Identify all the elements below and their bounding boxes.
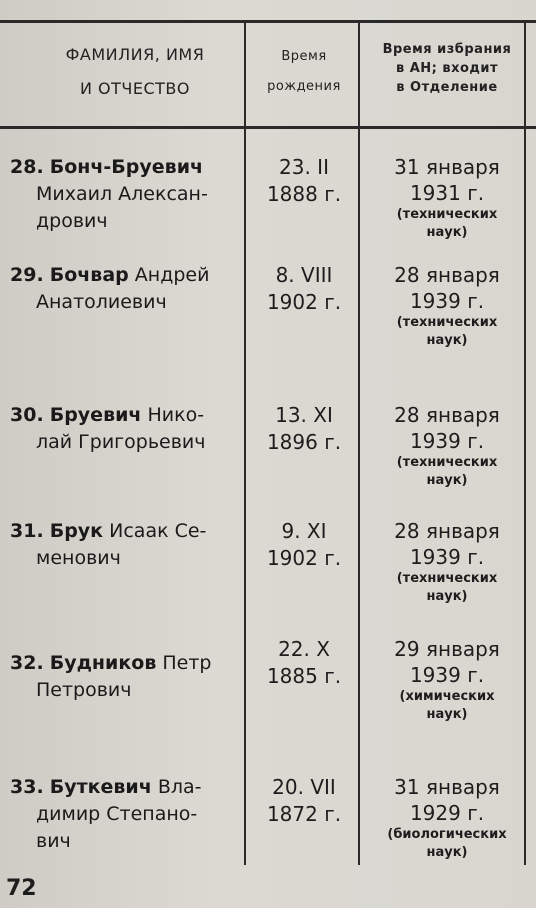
birth-date bbox=[252, 636, 356, 690]
election-year: 1939 г. bbox=[409, 429, 485, 453]
person-name bbox=[10, 518, 238, 572]
election-date: 28 января bbox=[394, 263, 500, 287]
birth-year: 1872 г. bbox=[266, 802, 342, 826]
birth-day: 9. XI bbox=[281, 519, 327, 543]
person-name bbox=[10, 774, 238, 855]
department: (технических bbox=[396, 571, 498, 586]
header-text: И ОТЧЕСТВО bbox=[79, 79, 190, 98]
surname: Брук bbox=[49, 520, 104, 542]
election-year: 1929 г. bbox=[409, 801, 485, 825]
header-election-column bbox=[362, 40, 532, 97]
election-date: 31 января bbox=[394, 155, 500, 179]
department: наук) bbox=[426, 333, 468, 348]
header-text: в Отделение bbox=[396, 80, 498, 95]
election-date: 28 января bbox=[394, 403, 500, 427]
election-date: 29 января bbox=[394, 637, 500, 661]
header-text: в АН; входит bbox=[395, 61, 499, 76]
person-name bbox=[10, 262, 238, 316]
birth-day: 22. X bbox=[278, 637, 330, 661]
department: (биологических bbox=[387, 827, 507, 842]
department: наук) bbox=[426, 845, 468, 860]
first-name: Вла- bbox=[157, 776, 202, 798]
department: (технических bbox=[396, 207, 498, 222]
surname: Бруевич bbox=[49, 404, 142, 426]
name-line: лай Григорьевич bbox=[36, 431, 206, 453]
surname: Буткевич bbox=[49, 776, 152, 798]
birth-day: 8. VIII bbox=[275, 263, 333, 287]
election-info bbox=[362, 154, 532, 242]
department: наук) bbox=[426, 225, 468, 240]
department: (технических bbox=[396, 455, 498, 470]
first-name: Андрей bbox=[134, 264, 210, 286]
person-name bbox=[10, 650, 238, 704]
election-info bbox=[362, 774, 532, 862]
election-date: 28 января bbox=[394, 519, 500, 543]
header-birth-column bbox=[254, 42, 354, 102]
department: наук) bbox=[426, 707, 468, 722]
name-line: менович bbox=[36, 547, 121, 569]
election-info bbox=[362, 636, 532, 724]
header-name-column bbox=[20, 38, 250, 106]
entry-number: 32. bbox=[10, 652, 44, 674]
election-year: 1931 г. bbox=[409, 181, 485, 205]
election-year: 1939 г. bbox=[409, 663, 485, 687]
department: (химических bbox=[399, 689, 495, 704]
birth-date bbox=[252, 774, 356, 828]
header-text: Время избрания bbox=[382, 42, 512, 57]
birth-year: 1902 г. bbox=[266, 546, 342, 570]
first-name: Петр bbox=[162, 652, 212, 674]
column-divider-2 bbox=[358, 20, 360, 865]
birth-day: 23. II bbox=[279, 155, 329, 179]
birth-date bbox=[252, 154, 356, 208]
entry-number: 30. bbox=[10, 404, 44, 426]
birth-year: 1885 г. bbox=[266, 664, 342, 688]
election-info bbox=[362, 518, 532, 606]
entry-number: 29. bbox=[10, 264, 44, 286]
name-line: вич bbox=[36, 830, 71, 852]
birth-year: 1896 г. bbox=[266, 430, 342, 454]
header-text: Время bbox=[281, 49, 327, 64]
person-name bbox=[10, 154, 238, 235]
header-text: ФАМИЛИЯ, ИМЯ bbox=[65, 45, 205, 64]
surname: Бочвар bbox=[49, 264, 129, 286]
entry-number: 28. bbox=[10, 156, 44, 178]
birth-date bbox=[252, 518, 356, 572]
name-line: димир Степано- bbox=[36, 803, 198, 825]
first-name: Исаак Се- bbox=[109, 520, 207, 542]
header-text: рождения bbox=[267, 79, 341, 94]
name-line: Петрович bbox=[36, 679, 132, 701]
name-line: дрович bbox=[36, 210, 108, 232]
election-info bbox=[362, 262, 532, 350]
page-number: 72 bbox=[6, 876, 37, 901]
surname: Бонч-Бруевич bbox=[49, 156, 204, 178]
first-name: Нико- bbox=[147, 404, 205, 426]
column-divider-1 bbox=[244, 20, 246, 865]
top-rule bbox=[0, 20, 536, 23]
entry-number: 31. bbox=[10, 520, 44, 542]
birth-day: 13. XI bbox=[275, 403, 333, 427]
birth-year: 1902 г. bbox=[266, 290, 342, 314]
entry-number: 33. bbox=[10, 776, 44, 798]
name-line: Анатолиевич bbox=[36, 291, 167, 313]
person-name bbox=[10, 402, 238, 456]
name-line: Михаил Алексан- bbox=[36, 183, 208, 205]
department: (технических bbox=[396, 315, 498, 330]
birth-year: 1888 г. bbox=[266, 182, 342, 206]
election-date: 31 января bbox=[394, 775, 500, 799]
header-rule bbox=[0, 126, 536, 129]
birth-date bbox=[252, 262, 356, 316]
election-year: 1939 г. bbox=[409, 545, 485, 569]
surname: Будников bbox=[49, 652, 157, 674]
birth-day: 20. VII bbox=[272, 775, 336, 799]
election-year: 1939 г. bbox=[409, 289, 485, 313]
election-info bbox=[362, 402, 532, 490]
department: наук) bbox=[426, 473, 468, 488]
department: наук) bbox=[426, 589, 468, 604]
birth-date bbox=[252, 402, 356, 456]
